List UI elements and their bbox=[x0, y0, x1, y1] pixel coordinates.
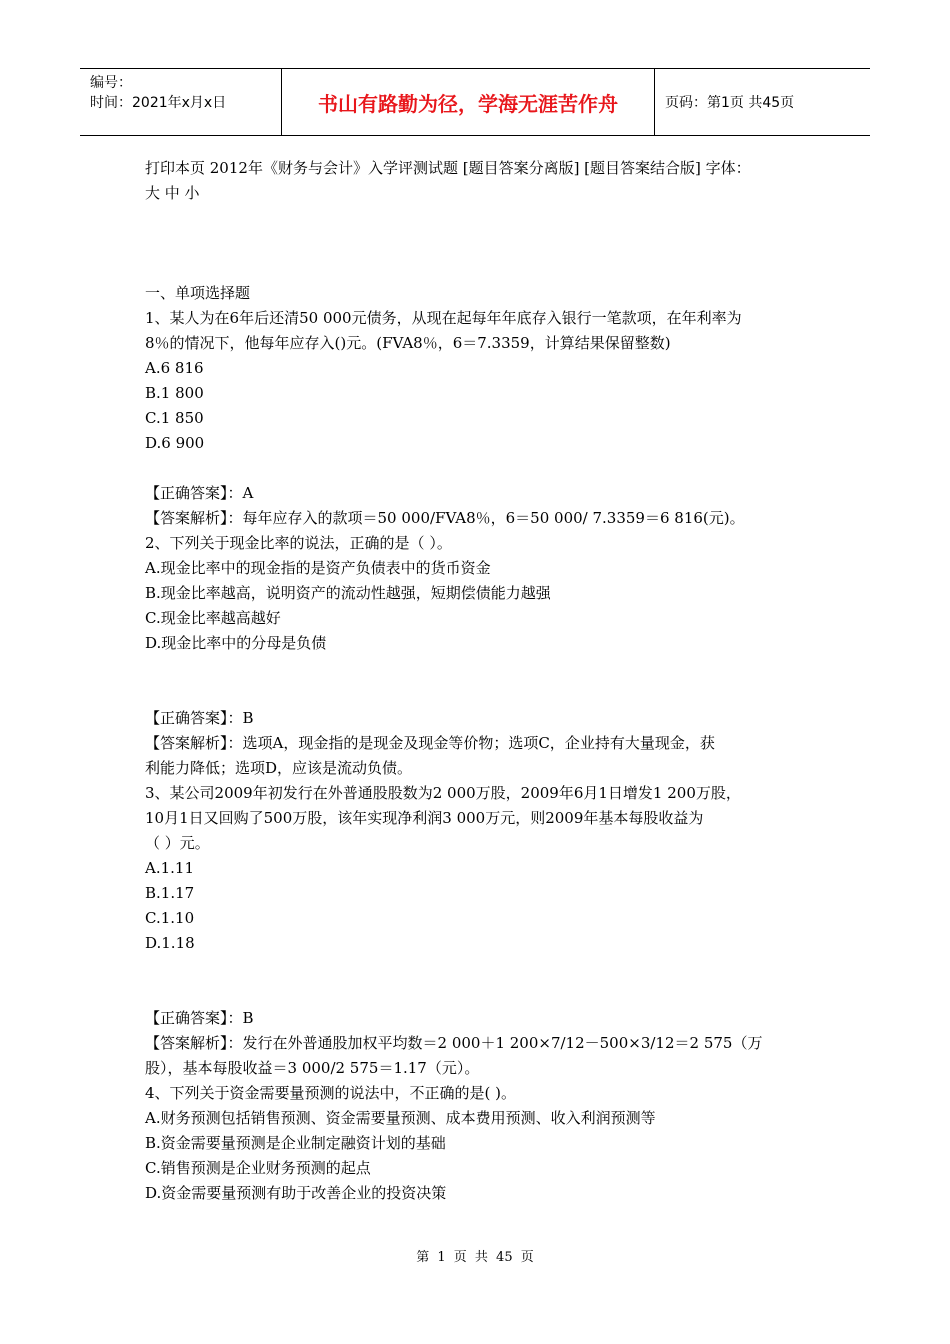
correct-answer: 【正确答案】：A bbox=[145, 484, 254, 502]
correct-answer: 【正确答案】：B bbox=[145, 1009, 254, 1027]
option: A.6 816 bbox=[145, 359, 204, 377]
option: D.6 900 bbox=[145, 434, 205, 452]
option: A.现金比率中的现金指的是资产负债表中的货币资金 bbox=[145, 559, 491, 577]
option: A.1.11 bbox=[145, 859, 194, 877]
question-stem: 8％的情况下，他每年应存入()元。(FVA8％，6＝7.3359，计算结果保留整数) bbox=[145, 334, 671, 352]
answer-analysis: 【答案解析】：选项A，现金指的是现金及现金等价物；选项C，企业持有大量现金，获 bbox=[145, 734, 715, 752]
option: C.1 850 bbox=[145, 409, 204, 427]
option: A.财务预测包括销售预测、资金需要量预测、成本费用预测、收入利润预测等 bbox=[145, 1109, 656, 1127]
document-body bbox=[145, 156, 825, 1206]
header-table bbox=[80, 68, 870, 136]
answer-analysis: 【答案解析】：发行在外普通股加权平均数＝2 000＋1 200×7/12－500×3/12＝2 575（万 bbox=[145, 1034, 763, 1052]
option: D.现金比率中的分母是负债 bbox=[145, 634, 327, 652]
option: B.1.17 bbox=[145, 884, 195, 902]
option: B.资金需要量预测是企业制定融资计划的基础 bbox=[145, 1134, 446, 1152]
option: C.1.10 bbox=[145, 909, 195, 927]
option: C.现金比率越高越好 bbox=[145, 609, 281, 627]
option: C.销售预测是企业财务预测的起点 bbox=[145, 1159, 371, 1177]
question-stem: 3、某公司2009年初发行在外普通股股数为2 000万股，2009年6月1日增发1 200万股， bbox=[145, 784, 741, 802]
correct-answer: 【正确答案】：B bbox=[145, 709, 254, 727]
page-info: 页码：第1页 共45页 bbox=[665, 95, 795, 111]
question-stem: （ ）元。 bbox=[145, 834, 210, 852]
question-stem: 4、下列关于资金需要量预测的说法中，不正确的是( )。 bbox=[145, 1084, 517, 1102]
number-label: 编号： bbox=[90, 75, 132, 91]
section-title: 一、单项选择题 bbox=[145, 284, 251, 302]
page-footer: 第 1 页 共 45 页 bbox=[416, 1250, 534, 1265]
option: D.1.18 bbox=[145, 934, 195, 952]
option: D.资金需要量预测有助于改善企业的投资决策 bbox=[145, 1184, 447, 1202]
font-size-options: 大 中 小 bbox=[145, 184, 200, 202]
motto: 书山有路勤为径，学海无涯苦作舟 bbox=[282, 69, 655, 135]
option: B.1 800 bbox=[145, 384, 204, 402]
intro-line: 打印本页 2012年《财务与会计》入学评测试题 [题目答案分离版] [题目答案结合版] 字体： bbox=[145, 159, 751, 177]
question-stem: 2、下列关于现金比率的说法，正确的是（ ）。 bbox=[145, 534, 452, 552]
question-stem: 10月1日又回购了500万股，该年实现净利润3 000万元，则2009年基本每股收益为 bbox=[145, 809, 704, 827]
option: B.现金比率越高，说明资产的流动性越强，短期偿债能力越强 bbox=[145, 584, 551, 602]
time-label: 时间：2021年x月x日 bbox=[90, 95, 227, 111]
answer-analysis: 股），基本每股收益＝3 000/2 575＝1.17（元）。 bbox=[145, 1059, 480, 1077]
question-stem: 1、某人为在6年后还清50 000元债务，从现在起每年年底存入银行一笔款项，在年利率为 bbox=[145, 309, 742, 327]
answer-analysis: 利能力降低；选项D，应该是流动负债。 bbox=[145, 759, 413, 777]
answer-analysis: 【答案解析】：每年应存入的款项＝50 000/FVA8％，6＝50 000/ 7.3359＝6 816(元)。 bbox=[145, 509, 745, 527]
header-left-cell bbox=[80, 69, 282, 135]
